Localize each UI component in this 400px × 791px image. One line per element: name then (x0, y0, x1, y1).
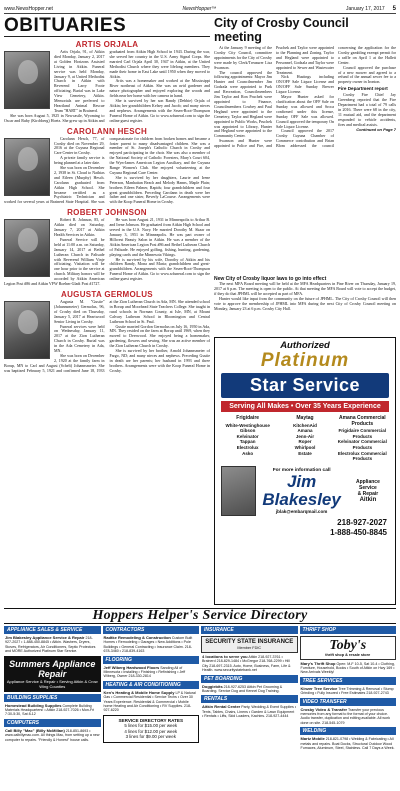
brand: Gibson (239, 428, 256, 434)
appliance-advertisement (214, 337, 396, 605)
listing-text: Party, Wedding & Event Supplies • Tents, Tables, Chairs, Linens • Garden & Lawn Equipment • Rentals • Lifts, Skid Loaders, Kachins. 218-927-4444 (202, 705, 297, 719)
article-paragraph: At the January 9 meeting of the Crosby City Council, committee appointments for the City of Crosby were made by Clerk/Treasurer Lisa Swanson. (214, 45, 272, 70)
paper-name: NewsHopper™ (182, 5, 217, 12)
rate-line: 4 lines for $12.00 per week (124, 728, 178, 734)
obituary-paragraph: Funeral services were held on Wednesday, January 11, 2017 at the Zion Lutheran Church in Crosby. Burial was in the Ada Cemetery in Ada, MN. (54, 323, 105, 354)
listing-title: Martz Mobile (300, 736, 325, 742)
listing-text: Complete Building Materials Headquarters! • Aitkin 218-927-7026 • Mon-Fri 7:30-5:30, Sat 8-12 (5, 703, 95, 717)
directory-category: WELDING (300, 727, 397, 735)
obituary-artis-orjala (4, 40, 210, 124)
article-paragraph: Council approved the 2017 Crosby Cuyuna Chamber of Commerce contribution and Brian Blom addressed the council concerning the application for the Crosby gambling exempt permit for a raffle on April 1 at the Hallett Center. (276, 45, 396, 149)
ad-phones (215, 516, 395, 538)
listing-text: Tree Trimming & Removal • Stump Grinding • Fully Insured • Free Estimates 218-927-2743 (300, 686, 394, 696)
directory-listing (4, 704, 101, 717)
listing-title: Call Billy "Mac" (Billy McMillan) (5, 727, 65, 733)
directory-category: CONTRACTORS (103, 626, 200, 634)
ad-info: For more information call (272, 467, 331, 473)
brand: Whirlpool (294, 444, 316, 450)
listing-text: Sanding All of Minnesota • Installing • Finishing • Refinishing • Jeff Wiberg, Owner 218-330-2814 (103, 665, 186, 679)
directory-listing (201, 685, 298, 694)
directory-listing (300, 708, 397, 726)
article-paragraph: Swanson and Hunter were appointed to Police and Fire, and Pruchek and Taylor were appointed to the Planning and Zoning. Taylor and Hegland were appointed to Personnel, Godzala and Taylor were appointed to Sewer and Wastewater Treatment. (214, 45, 334, 149)
ad-phone[interactable]: 1-888-450-8845 (330, 527, 387, 537)
ad-strip: Serving All Makes • Over 35 Years Experience (221, 401, 389, 412)
article-subhead: Fire Department report (338, 86, 388, 92)
obituaries-heading: OBITUARIES (4, 16, 210, 37)
obituary-name: ARTIS ORJALA (75, 40, 139, 49)
brand-column (221, 416, 274, 462)
brand: Electrolux Commercial Products (337, 450, 387, 462)
summers-appliance-ad (4, 656, 101, 692)
obituary-body (4, 300, 210, 374)
listing-title: Radtke Remodeling & Construction (103, 635, 171, 640)
brand: Amana (297, 428, 313, 434)
listing-text: Transfer your precious memories from any format to the format of your choice. Audio transfer, duplication and editing available. All work done on site. 218-545-1079 (300, 707, 390, 725)
directory-category: TREE SERVICES (300, 677, 397, 685)
listing-title: Jeff Wiberg Hardwood Floors (103, 664, 160, 670)
listing-text: LP & Natural Gas • Commercial Residential • Service Techs • Over 30 Years Experience. Residential & Commercial • Mobile home Heating and Air Conditioning • RV Supplies. 218-927-6220 (103, 690, 196, 713)
logo-text: SECURITY STATE INSURANCE (205, 639, 294, 645)
listing-title: Homestead Building Supplies (5, 702, 62, 708)
obituary-body (4, 137, 210, 206)
directory-column (300, 626, 397, 788)
directory-category: FLOORING (103, 656, 200, 664)
directory-category: VIDEO TRANSFER (300, 698, 397, 706)
brand-label: Amana Commercial Products (338, 415, 386, 427)
listing-text: 218-821-0798 • Welding & Fabricating • All metals and repairs. Boat Docks, Structural Outdoor Wood Furnaces, Aluminum, Steel, Stainless. Call 7 Days a Week. (300, 737, 395, 751)
brand: Jenn-Air (295, 433, 315, 439)
brand: Kelvinator Commercial Products (337, 439, 387, 450)
brand-label: Maytag (296, 415, 314, 421)
directory-column (103, 626, 200, 788)
council-article (214, 16, 396, 274)
logo-text: Member FDIC (237, 646, 262, 650)
issue-date: January 17, 2017 (346, 5, 385, 12)
portrait-photo (4, 51, 50, 109)
listing-text: Aitkin 218-927-3761 • Brainerd 218-829-1484 • McGregor 218-768-2299 • Hill City 218-697-2315. Auto, Home, Business, Farm, Life & Health. www.securitystatebank.net (202, 655, 291, 673)
obituary-paragraph: Funeral Service will be held at 11:00 a.m. on Saturday, January 14, 2017 at Bethel Lutheran Church in Palisade with Reverend William Vinje officiating. Visitation will be one hour prior to the service at church. Military honors will be accorded by Aitkin American Legion Post #86 and Aitkin VFW Roehm-Gladt Post #1727. (4, 236, 105, 287)
obituary-name: ROBERT JOHNSON (67, 208, 147, 218)
obituary-paragraph: She was born on December 2, 1938 in St. Cloud to Nathias and Eileen (Murphy) Hesch. Carolann graduated from Aitkin High School. She became certified as a Psychiatric Technician and worked for several years at Brainerd State Hospital. She was compassionate for children from broken homes and became a foster parent to many disadvantaged children. She was a member of St. Joseph's Catholic Church in Crosby and enjoyed participating in the choir. She was also a member of the National Society of Catholic Foresters, Mary's Court 604, the Wyn-James American Legion Auxiliary, and the Cuyuna Range Women's Club. She enjoyed volunteering at the Cuyuna Regional Care Center. (4, 135, 210, 205)
rates-heading: SERVICE DIRECTORY RATES (118, 717, 184, 723)
ad-authorized: Authorized (280, 340, 330, 351)
security-state-logo (201, 636, 298, 653)
obituary-paragraph: She was born August 5, 1925 in Newcastle, Wyoming to Oscar and Ruby (Kirchberg) Hoetz. She grew up in Aitkin and graduated from Aitkin High School in 1943. During the war, she served her country in the U.S. Army Signal Corps. She married Carl Orjala April 30, 1947 in Aitkin, at the United Methodist Church where they were lifelong members. They made their home in East Lake until 1950 when they moved to Aitkin. (4, 49, 210, 123)
liquor-article (214, 276, 396, 336)
listing-title: Doggiebits (202, 683, 223, 689)
listing-text: 218-927-2027 • 1-888-450-8845 • Aitkin. Washers, Dryers, Stoves, Refrigerators, Air Conditioners, Septic Protectors and MORE Authorized Platinum Star Service. (5, 636, 96, 654)
ad-contact (262, 468, 340, 514)
service-directory (4, 626, 396, 788)
brand: Estate (298, 450, 312, 456)
obituary-robert-johnson (4, 208, 210, 287)
directory-listing (103, 636, 200, 654)
obituary-paragraph: Gustie married Gordon Germolus on July 16, 1950 in Ada, MN. They resided on the farm at Borup until 1969, when they moved to Deerwood. She enjoyed being a homemaker, gardening, flowers and sewing. She was an active member of the Zion Lutheran Church in Crosby. (109, 323, 210, 349)
ad-service-line: & Repair (357, 490, 379, 497)
directory-heading: Hoppers Helper's Service Directory (4, 608, 396, 624)
directory-category: THRIFT SHOP (300, 626, 397, 634)
listing-title: Jim Blakesley Appliance Service & Repair (5, 635, 85, 640)
directory-category: BUILDING SUPPLIES (4, 694, 101, 702)
portrait-photo (4, 138, 50, 196)
rate-line: 3 lines for $9.00 per week (125, 734, 176, 740)
directory-category: HEATING & AIR CONDITIONING (103, 681, 200, 689)
article-paragraph: Crosby Fire Chief Jay Greenberg reported that the Fire Department had a total of 79 calls in 2016. There were 68 in the city, 11 mutual aid, and the department responded to vehicle accidents, fires and medical assists. (338, 92, 396, 127)
obituary-body (4, 218, 210, 287)
ad-phone[interactable]: 218-927-2027 (337, 517, 387, 527)
brand-label: Frigidaire (236, 415, 260, 421)
directory-category: INSURANCE (201, 626, 298, 634)
article2-headline: New City of Crosby liquor laws to go into effect (214, 276, 327, 282)
listing-title: Aitkin Rental Center (202, 704, 241, 710)
brand: Tappan (239, 439, 256, 445)
listing-title: Kinzer Tree Service (300, 685, 338, 691)
listing-text: 218-927-6253 Aitkin Pet Grooming & Boarding. Service Dog and Kennel Dog Training. (202, 684, 283, 694)
obituary-paragraph: Augusta M. "Gustie" (Johannsmeier) Germolus, 96, of Crosby died on Thursday, January 5, 2017 at Heartwood Senior Living in Crosby. (54, 298, 105, 324)
article-paragraph: The council approved the following appointments: Mayor Jim Hunter and Councilmember Jim Godzala were appointed to Park and Recreation, Councilmembers Jim Taylor and Ron Pruchek were appointed to Finance, Councilmembers Cowbey and Paul Hegland were appointed to the Cemetery, Taylor and Hegland were appointed to Public Works, Pruchek was appointed to Library, Hunter and Hegland were appointed to the Community Center. (214, 69, 272, 139)
directory-column (201, 626, 298, 788)
ad-program: Star Service (221, 373, 389, 398)
listing-title: Ken's Heating & Mobile Home Supply (103, 689, 175, 695)
obituary-name: CAROLANN HESCH (66, 126, 148, 136)
brand: Kelvinator (236, 433, 259, 439)
ad-service-line: Appliance Service (355, 478, 380, 491)
article-body (214, 46, 396, 274)
article-paragraph: Mayor Hunter asked for clarification about the OFF Sale on Sunday was allowed and Sroca confirmed under this license, Sunday OFF Sale was allowed. Council approved the temporary On Sale Liquor License. (276, 94, 334, 129)
listing-title: Crosby Video & Transfer (300, 706, 348, 712)
listing-text: 218-851-8693 • www.calbillymac.com. All things Mac, from setting up a new computer to repairs. "Friendly & Honest" house calls. (5, 728, 100, 742)
directory-listing (300, 737, 397, 750)
directory-listing (4, 729, 101, 742)
obituaries-section (4, 16, 210, 606)
site-url[interactable]: www.NewsHopper.net (4, 5, 53, 12)
ad-text: Summers Appliance Repair (9, 658, 96, 679)
brand: Frigidaire Commercial Products (338, 428, 387, 439)
rate-line: 5 lines for $15.00 per week (124, 723, 178, 729)
article-paragraph: Nick Hustings including ON/OFF Sale Liquor License and ON/OFF Sale Sunday Brewer Liquor License. (276, 74, 334, 95)
brand: KitchenAid (293, 422, 317, 428)
obituary-paragraph: Robert B. Johnson, 85, of Aitkin died on Saturday, January 7, 2017 at Aitkin Health Services in Aitkin. (54, 217, 105, 237)
brand: Roper (298, 439, 312, 445)
ad-email[interactable]: jblak@embarqmail.com (275, 508, 328, 514)
brand: White-Westinghouse (225, 422, 270, 428)
article2-paragraph: The next MFA Board meeting will be held at the MFA Headquarters in Pine River on Thursday, January 19, 2017 at 6 p.m. The meeting is open to the public. At that meeting the MFA Board will vote to accept the budget, if they do that JPHML will be accepted as part of MFA. (214, 281, 396, 296)
ad-tier: Platinum (260, 350, 350, 371)
directory-listing (300, 662, 397, 675)
portrait-photo (4, 219, 50, 277)
directory-listing (201, 705, 298, 718)
directory-category: RENTALS (201, 695, 298, 703)
obituary-paragraph: Artis was a homemaker and worked at the Mississippi River northeast of Aitkin. She was an avid gardener and nature photographer and enjoyed exploring the woods and fields near her home with her camera in hand. (109, 78, 210, 99)
directory-listing (103, 691, 200, 713)
article-paragraph: Council approved the purchase of a new mower and agreed to a refund of the annual sewer fee to a property owner in Ironton. (338, 64, 396, 85)
directory-listing (4, 636, 101, 654)
ad-service (347, 479, 389, 503)
brand-column (278, 416, 331, 462)
article2-paragraph: Hunter would like input from the community on the future of JPHML. The City of Crosby Council will then vote to approve the membership of JPHML into MFA during the next City of Crosby Council meeting on Monday, January 23 at 6 p.m. Crosby City Hall. (214, 295, 396, 311)
directory-listing (300, 687, 397, 696)
directory-category: COMPUTERS (4, 719, 101, 727)
article2-body (214, 282, 396, 311)
tobys-thrift-logo (300, 636, 397, 660)
directory-category: PET BOARDING (201, 675, 298, 683)
ad-contact-row (215, 462, 395, 516)
obituary-augusta-germolus (4, 290, 210, 374)
page-header (4, 4, 396, 14)
article-headline: City of Crosby Council meeting (214, 16, 349, 44)
directory-listing (201, 655, 298, 673)
obituary-paragraph: He is survived by his wife, Dorothy of Aitkin and his children Randy, Mona and Maria; grandchildren and great-grandchildren. Arrangements with the Srsen-Root-Thompson Funeral Home of Aitkin. Go to www.srfuneral.com to sign the online guest register. (109, 256, 210, 282)
logo-text: Toby's (329, 638, 367, 653)
ad-service-city: Aitkin (359, 496, 377, 503)
listing-title: 4 locations to serve you (202, 654, 248, 659)
obituary-body (4, 50, 210, 124)
obituary-paragraph: Artis Orjala, 91, of Aitkin died Monday, January 2, 2017 at Golden Horizons Assisted Living in Aitkin. Funeral service was held Monday, January 9, at United Methodist Church in Aitkin with Reverend Larry Foote officiating. Burial was in Lake View Cemetery, Aitkin. Memorials are preferred to Heartland Animal Rescue Team "HART" in Brainerd. (54, 49, 105, 113)
obituary-name: AUGUSTA GERMOLUS (61, 289, 153, 299)
directory-category: APPLIANCE SALES & SERVICE (4, 626, 101, 634)
page-number: 5 (392, 5, 396, 12)
ad-brands (215, 412, 395, 462)
obituary-paragraph: She is survived by her brother, Arnold Johannsmeier of Fargo, ND; and many nieces and nephews. Preceding Gustie in death are her parents; her husband in 1993 and three brothers. Arrangements were with the Koop Funeral Home in Crosby. (109, 348, 210, 373)
listing-title: Mary's Thrift Shop (300, 660, 336, 666)
brand: Electrolux (236, 444, 259, 450)
obituary-carolann-hesch (4, 127, 210, 206)
continued-link[interactable]: Continued on Page 7 (356, 126, 396, 132)
portrait-photo (4, 301, 50, 359)
brand-column (336, 416, 389, 462)
directory-column (4, 626, 101, 788)
directory-listing (103, 666, 200, 679)
brand: Asko (242, 450, 254, 456)
ad-contact-name: Jim Blakesley (262, 471, 341, 509)
owner-photo (221, 466, 256, 516)
obituary-paragraph: Carolann Hesch, 77, of Crosby died on November 29, 2016 at the Cuyuna Regional Care Center in Crosby. (54, 135, 105, 156)
listing-text: Open: M-F 10-5, Sat 10-4 • Clothing, Furniture, Household, Books • South of Aitkin on Hwy 169 • New Arrivals Weekly! (300, 661, 395, 675)
obituary-paragraph: She was born on December 2, 1920 at the family farm in Borup, MN to Carl and August (Schelt) Johannsmeier. She was baptized February 5, 1921 and confirmed June 18, 1933 at the Zion Lutheran Church in Ada, MN. She attended school in Borup and Moorhead State Teachers College. She taught in rural schools in Norman County, at Isle, MN, at Mount Calvary Lutheran School in Bloomington and Central Lutheran School in St. Paul. (4, 298, 210, 373)
obituary-paragraph: A private family service is being planned at a later date. (54, 155, 105, 166)
listing-text: Custom Built Homes • Remodeling • Garages • New Additions • Pole Buildings • General Contracting • Insurance Claim. 218-678-3460 • 218-839-4163 (103, 636, 193, 654)
directory-rates (103, 715, 200, 743)
ad-text: Appliance Service & Repair • Serving Aitkin & Crow Wing Counties (6, 678, 98, 689)
obituary-paragraph: She is survived by her son Randy (Debbie) Orjala of Aitkin; her grandchildren Kelsey and Jacob; and many nieces and nephews. Arrangements with the Srsen-Root-Thompson Funeral Home of Aitkin. Go to www.srfuneral.com to sign the online guest register. (109, 98, 210, 123)
obituary-paragraph: She is survived by her daughters, Laurie and Irene Peterson, Manhattan Beach and Melody Hanns, Maple Plain; brothers Eileen Palmer, Rapids; four grandchildren and four great grandchildren. Preceding Carolann in death were her father and one sister, Beverly LaCourse. Arrangements were with the Koop Funeral Home in Crosby. (109, 174, 210, 205)
obituary-paragraph: He was born August 21, 1931 in Minneapolis to Arthur B. and Irene Johnson. He graduated from Aitkin High School and served in the U.S. Navy. He married Dorothy M. Skaar on January 3, 1951 in Minneapolis. He was part owner of Hillcrest Beauty Salon in Aitkin. He was a member of the Aitkin American Legion Post #86 and Bethel Lutheran Church of Palisade. He enjoyed golfing, fishing, hunting, gardening, playing cards and the Minnesota Vikings. (109, 217, 210, 257)
logo-subtext: thrift shop & resale store (325, 653, 371, 657)
